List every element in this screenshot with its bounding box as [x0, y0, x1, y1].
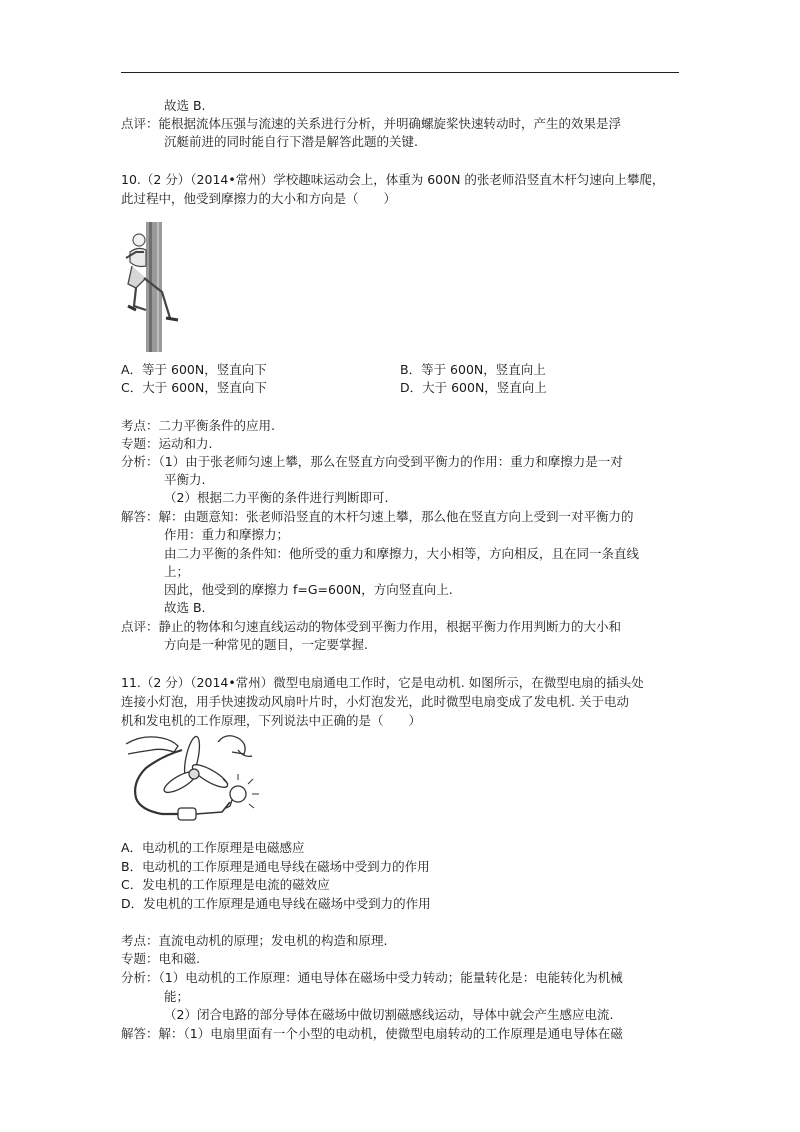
fan-and-bulb-illustration — [122, 728, 270, 828]
q11-option-d: D．发电机的工作原理是通电导线在磁场中受到力的作用 — [121, 896, 431, 911]
q10-stem-line-2: 此过程中，他受到摩擦力的大小和方向是（ ） — [121, 191, 397, 206]
q10-solution-line-2: 作用：重力和摩擦力； — [164, 527, 290, 542]
top-answer-line: 故选 B. — [164, 98, 206, 113]
q11-stem-line-1: 11.（2 分）（2014•常州）微型电扇通电工作时，它是电动机. 如图所示，在微型电扇的插头处 — [121, 675, 644, 690]
q10-stem-line-1: 10.（2 分）（2014•常州）学校趣味运动会上，体重为 600N 的张老师沿竖直木杆匀速向上攀爬， — [121, 172, 665, 187]
q10-comment-line-1: 点评：静止的物体和匀速直线运动的物体受到平衡力作用，根据平衡力作用判断力的大小和 — [121, 619, 622, 634]
q10-option-c: C．大于 600N，竖直向下 — [121, 380, 267, 395]
q11-option-b: B．电动机的工作原理是通电导线在磁场中受到力的作用 — [121, 859, 430, 874]
q11-analysis-line-1: 分析：（1）电动机的工作原理：通电导体在磁场中受力转动；能量转化是：电能转化为机械 — [121, 970, 623, 985]
q10-option-a: A．等于 600N，竖直向下 — [121, 362, 267, 377]
q11-option-a: A．电动机的工作原理是电磁感应 — [121, 840, 305, 855]
climbing-pole-illustration — [122, 222, 194, 352]
q11-solution-line-1: 解答：解：（1）电扇里面有一个小型的电动机，使微型电扇转动的工作原理是通电导体在磁 — [121, 1026, 623, 1041]
q10-solution-line-6: 故选 B. — [164, 600, 206, 615]
q10-analysis-line-3: （2）根据二力平衡的条件进行判断即可. — [164, 490, 389, 505]
q11-stem-line-2: 连接小灯泡，用手快速拨动风扇叶片时，小灯泡发光，此时微型电扇变成了发电机. 关于电动 — [121, 694, 629, 709]
q10-analysis-line-1: 分析：（1）由于张老师匀速上攀，那么在竖直方向受到平衡力的作用：重力和摩擦力是一对 — [121, 454, 623, 469]
q10-kaodian: 考点：二力平衡条件的应用. — [121, 418, 275, 433]
q11-option-c: C．发电机的工作原理是电流的磁效应 — [121, 877, 330, 892]
q10-comment-line-2: 方向是一种常见的题目，一定要掌握. — [164, 637, 368, 652]
q10-zhuanti: 专题：运动和力. — [121, 436, 213, 451]
q10-option-d: D．大于 600N，竖直向上 — [400, 380, 547, 395]
q11-kaodian: 考点：直流电动机的原理；发电机的构造和原理. — [121, 933, 388, 948]
q10-solution-line-1: 解答：解：由题意知：张老师沿竖直的木杆匀速上攀，那么他在竖直方向上受到一对平衡力的 — [121, 509, 634, 524]
q10-option-b: B．等于 600N，竖直向上 — [400, 362, 546, 377]
top-comment-line-2: 沉艇前进的同时能自行下潜是解答此题的关键. — [164, 134, 418, 149]
q11-analysis-line-2: 能； — [164, 989, 190, 1004]
q11-stem-line-3: 机和发电机的工作原理，下列说法中正确的是（ ） — [121, 713, 422, 728]
q10-solution-line-4: 上； — [164, 564, 190, 579]
q11-zhuanti: 专题：电和磁. — [121, 951, 200, 966]
q10-solution-line-3: 由二力平衡的条件知：他所受的重力和摩擦力，大小相等，方向相反，且在同一条直线 — [164, 546, 640, 561]
q10-solution-line-5: 因此，他受到的摩擦力 f=G=600N，方向竖直向上. — [164, 582, 453, 597]
top-comment-line-1: 点评：能根据流体压强与流速的关系进行分析，并明确螺旋桨快速转动时，产生的效果是浮 — [121, 116, 622, 131]
q10-analysis-line-2: 平衡力. — [164, 472, 206, 487]
header-rule — [121, 72, 679, 73]
q11-analysis-line-3: （2）闭合电路的部分导体在磁场中做切割磁感线运动，导体中就会产生感应电流. — [164, 1007, 614, 1022]
